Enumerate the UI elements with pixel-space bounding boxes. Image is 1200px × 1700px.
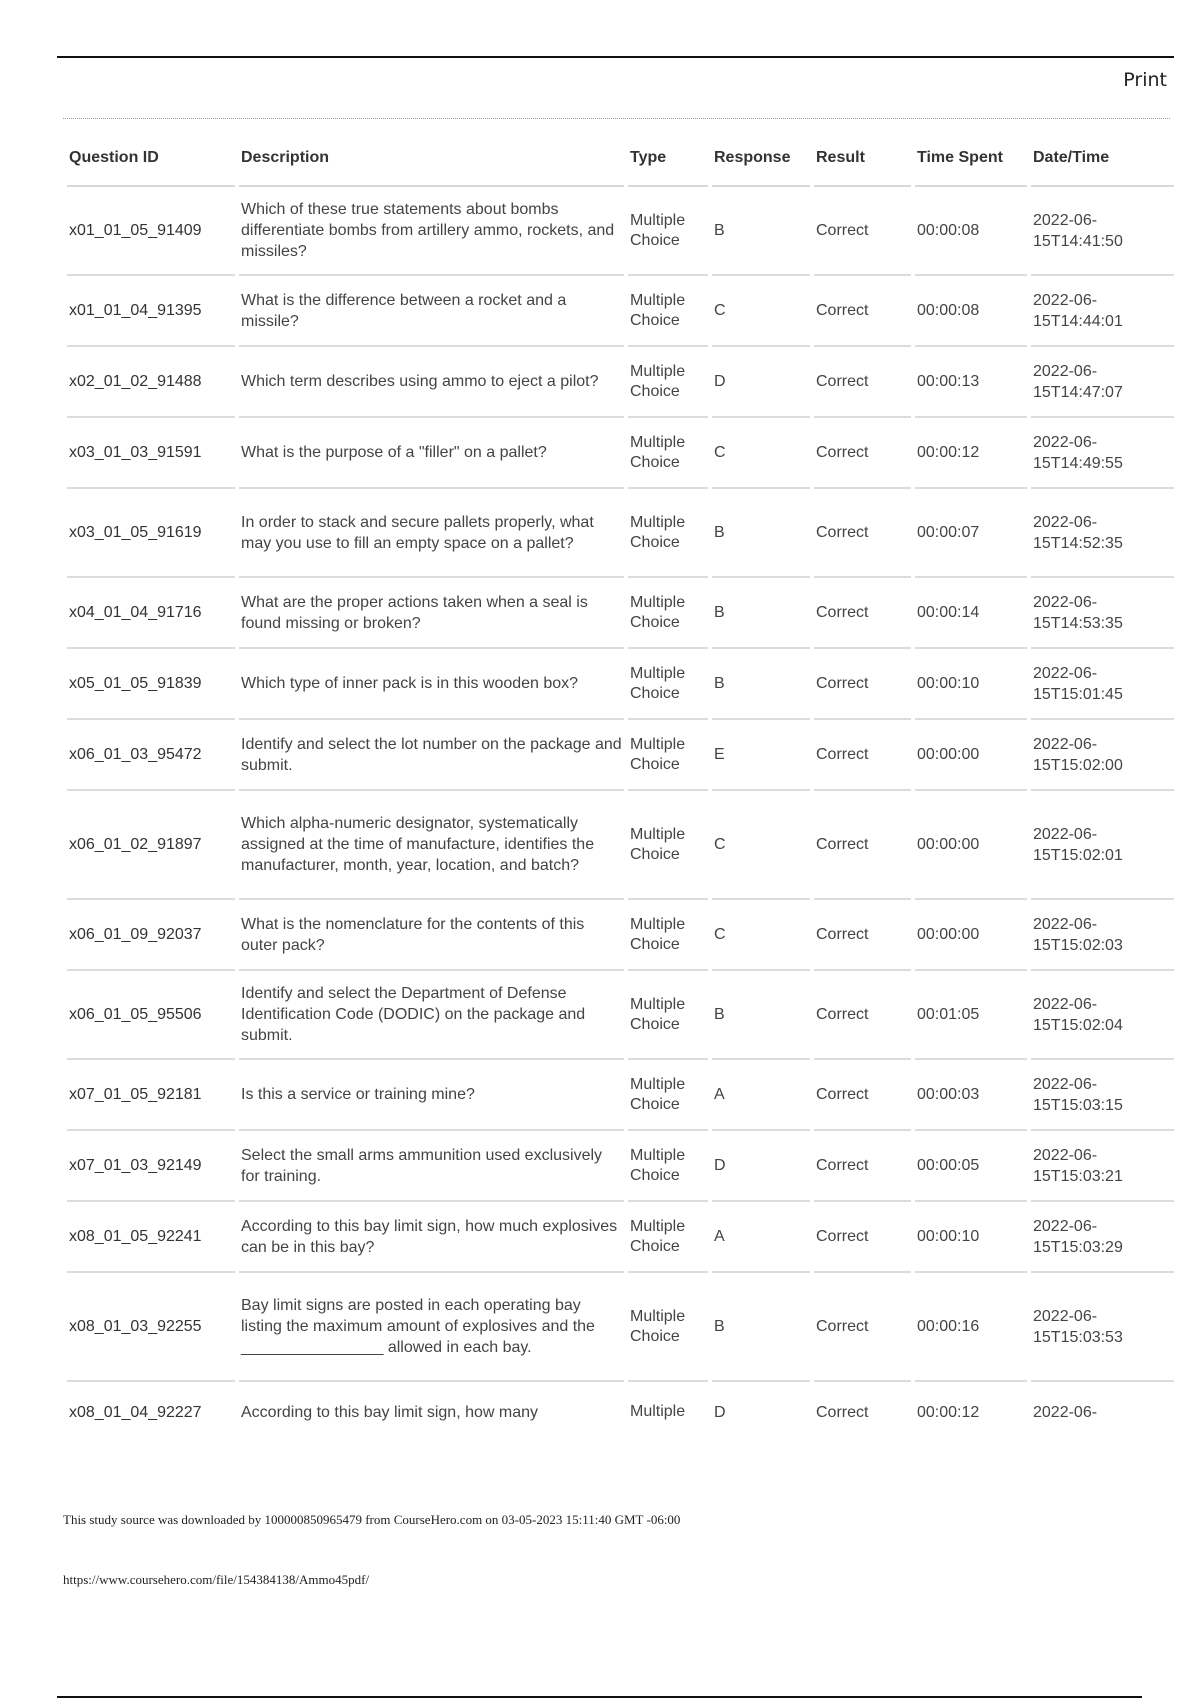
cell-datetime: 2022-06-15T15:01:45: [1031, 649, 1174, 720]
cell-type: Multiple Choice: [628, 1060, 708, 1131]
cell-response: B: [712, 489, 810, 578]
column-header-description: Description: [239, 130, 624, 187]
cell-response: B: [712, 1273, 810, 1382]
column-header-time-spent: Time Spent: [915, 130, 1027, 187]
cell-time-spent: 00:00:03: [915, 1060, 1027, 1131]
cell-datetime: 2022-06-15T15:03:53: [1031, 1273, 1174, 1382]
table-row: [67, 1060, 1174, 1131]
cell-description: Which alpha-numeric designator, systematically assigned at the time of manufacture, identifies the manufacturer, month, year, location, and batch?: [239, 791, 624, 900]
cell-description: In order to stack and secure pallets properly, what may you use to fill an empty space on a pallet?: [239, 489, 624, 578]
cell-result: Correct: [814, 276, 911, 347]
cell-result: Correct: [814, 900, 911, 971]
source-url: https://www.coursehero.com/file/154384138/Ammo45pdf/: [63, 1572, 370, 1587]
top-rule: [57, 56, 1174, 58]
cell-datetime: 2022-06-15T15:03:21: [1031, 1131, 1174, 1202]
cell-response: B: [712, 578, 810, 649]
cell-question-id: x01_01_04_91395: [67, 276, 235, 347]
cell-response: B: [712, 971, 810, 1060]
table-row: [67, 971, 1174, 1060]
cell-type: Multiple Choice: [628, 276, 708, 347]
table-header-row: [67, 130, 1174, 187]
cell-type: Multiple Choice: [628, 791, 708, 900]
cell-time-spent: 00:00:10: [915, 1202, 1027, 1273]
cell-description: Which type of inner pack is in this wooden box?: [239, 649, 624, 720]
cell-datetime: 2022-06-15T14:49:55: [1031, 418, 1174, 489]
cell-time-spent: 00:00:08: [915, 276, 1027, 347]
cell-description: What is the difference between a rocket and a missile?: [239, 276, 624, 347]
cell-time-spent: 00:00:05: [915, 1131, 1027, 1202]
download-watermark: This study source was downloaded by 100000850965479 from CourseHero.com on 03-05-2023 15:11:40 GMT -06:00: [63, 1512, 681, 1527]
cell-description: Select the small arms ammunition used exclusively for training.: [239, 1131, 624, 1202]
cell-type: Multiple Choice: [628, 418, 708, 489]
cell-time-spent: 00:00:12: [915, 418, 1027, 489]
cell-datetime: 2022-06-15T15:02:00: [1031, 720, 1174, 791]
cell-time-spent: 00:00:00: [915, 791, 1027, 900]
cell-question-id: x06_01_02_91897: [67, 791, 235, 900]
cell-result: Correct: [814, 1060, 911, 1131]
cell-question-id: x08_01_05_92241: [67, 1202, 235, 1273]
table-row-partial: [67, 1382, 1174, 1436]
cell-time-spent: 00:00:14: [915, 578, 1027, 649]
table-row: [67, 418, 1174, 489]
column-header-result: Result: [814, 130, 911, 187]
cell-type: Multiple Choice: [628, 1273, 708, 1382]
table-row: [67, 489, 1174, 578]
cell-response: A: [712, 1202, 810, 1273]
column-header-response: Response: [712, 130, 810, 187]
cell-description: According to this bay limit sign, how much explosives can be in this bay?: [239, 1202, 624, 1273]
cell-response: E: [712, 720, 810, 791]
cell-type: Multiple Choice: [628, 489, 708, 578]
table-row: [67, 276, 1174, 347]
cell-question-id: x06_01_09_92037: [67, 900, 235, 971]
cell-response: D: [712, 347, 810, 418]
cell-question-id: x06_01_03_95472: [67, 720, 235, 791]
cell-result: Correct: [814, 1131, 911, 1202]
cell-datetime: 2022-06-15T14:44:01: [1031, 276, 1174, 347]
cell-response: D: [712, 1131, 810, 1202]
cell-description: Which term describes using ammo to eject a pilot?: [239, 347, 624, 418]
cell-type: Multiple Choice: [628, 720, 708, 791]
table-row: [67, 347, 1174, 418]
cell-datetime: 2022-06-15T15:02:04: [1031, 971, 1174, 1060]
cell-question-id: x02_01_02_91488: [67, 347, 235, 418]
cell-response: C: [712, 418, 810, 489]
cell-time-spent: 00:00:16: [915, 1273, 1027, 1382]
cell-datetime: 2022-06-: [1033, 1404, 1098, 1421]
cell-question-id: x07_01_05_92181: [67, 1060, 235, 1131]
table-row: [67, 791, 1174, 900]
cell-type: Multiple Choice: [628, 1202, 708, 1273]
cell-result: Correct: [814, 187, 911, 276]
table-row: [67, 1273, 1174, 1382]
cell-question-id: x03_01_05_91619: [67, 489, 235, 578]
results-body: [67, 187, 1174, 1436]
cell-time-spent: 00:00:10: [915, 649, 1027, 720]
table-row: [67, 720, 1174, 791]
column-header-datetime: Date/Time: [1031, 130, 1174, 187]
cell-description: What is the nomenclature for the contents of this outer pack?: [239, 900, 624, 971]
cell-time-spent: 00:00:00: [915, 720, 1027, 791]
cell-description: Bay limit signs are posted in each operating bay listing the maximum amount of explosives and the ________________ allowed in each bay.: [239, 1273, 624, 1382]
cell-time-spent: 00:00:07: [915, 489, 1027, 578]
cell-description: What are the proper actions taken when a seal is found missing or broken?: [239, 578, 624, 649]
cell-datetime: 2022-06-15T14:53:35: [1031, 578, 1174, 649]
cell-datetime: 2022-06-15T14:52:35: [1031, 489, 1174, 578]
cell-time-spent: 00:01:05: [915, 971, 1027, 1060]
column-header-question-id: Question ID: [67, 130, 235, 187]
cell-response: A: [712, 1060, 810, 1131]
cell-question-id: x08_01_04_92227: [69, 1404, 202, 1421]
cell-type: Multiple Choice: [628, 578, 708, 649]
cell-datetime: 2022-06-15T15:02:03: [1031, 900, 1174, 971]
cell-type: Multiple Choice: [628, 900, 708, 971]
cell-datetime: 2022-06-15T15:02:01: [1031, 791, 1174, 900]
cell-type: Multiple Choice: [628, 187, 708, 276]
cell-description: Which of these true statements about bombs differentiate bombs from artillery ammo, rockets, and missiles?: [239, 187, 624, 276]
cell-result: Correct: [814, 489, 911, 578]
cell-result: Correct: [814, 791, 911, 900]
cell-description: Identify and select the Department of Defense Identification Code (DODIC) on the package and submit.: [239, 971, 624, 1060]
cell-type: Multiple Choice: [628, 971, 708, 1060]
cell-result: Correct: [814, 1273, 911, 1382]
cell-response: C: [712, 791, 810, 900]
cell-datetime: 2022-06-15T15:03:29: [1031, 1202, 1174, 1273]
cell-type: Multiple: [630, 1403, 686, 1420]
cell-result: Correct: [814, 649, 911, 720]
cell-response: D: [714, 1404, 726, 1421]
cell-type: Multiple Choice: [628, 649, 708, 720]
cell-time-spent: 00:00:00: [915, 900, 1027, 971]
cell-result: Correct: [814, 1202, 911, 1273]
cell-description: What is the purpose of a "filler" on a pallet?: [239, 418, 624, 489]
table-row: [67, 187, 1174, 276]
cell-question-id: x01_01_05_91409: [67, 187, 235, 276]
cell-result: Correct: [816, 1404, 869, 1421]
table-row: [67, 1202, 1174, 1273]
cell-type: Multiple Choice: [628, 1131, 708, 1202]
cell-question-id: x03_01_03_91591: [67, 418, 235, 489]
table-row: [67, 649, 1174, 720]
cell-result: Correct: [814, 578, 911, 649]
cell-response: B: [712, 187, 810, 276]
cell-result: Correct: [814, 971, 911, 1060]
cell-result: Correct: [814, 347, 911, 418]
cell-datetime: 2022-06-15T14:47:07: [1031, 347, 1174, 418]
print-link[interactable]: Print: [1123, 69, 1167, 91]
cell-response: C: [712, 276, 810, 347]
bottom-rule: [57, 1696, 1142, 1698]
cell-question-id: x07_01_03_92149: [67, 1131, 235, 1202]
dotted-divider: [63, 118, 1170, 119]
column-header-type: Type: [628, 130, 708, 187]
cell-time-spent: 00:00:12: [917, 1404, 980, 1421]
cell-description: Identify and select the lot number on the package and submit.: [239, 720, 624, 791]
cell-question-id: x08_01_03_92255: [67, 1273, 235, 1382]
table-row: [67, 900, 1174, 971]
cell-time-spent: 00:00:13: [915, 347, 1027, 418]
cell-type: Multiple Choice: [628, 347, 708, 418]
cell-question-id: x05_01_05_91839: [67, 649, 235, 720]
cell-response: B: [712, 649, 810, 720]
cell-response: C: [712, 900, 810, 971]
cell-description: According to this bay limit sign, how many: [241, 1404, 539, 1421]
table-row: [67, 578, 1174, 649]
cell-question-id: x04_01_04_91716: [67, 578, 235, 649]
cell-datetime: 2022-06-15T14:41:50: [1031, 187, 1174, 276]
cell-description: Is this a service or training mine?: [239, 1060, 624, 1131]
results-table: [63, 130, 1178, 1436]
cell-datetime: 2022-06-15T15:03:15: [1031, 1060, 1174, 1131]
table-row: [67, 1131, 1174, 1202]
cell-result: Correct: [814, 720, 911, 791]
cell-time-spent: 00:00:08: [915, 187, 1027, 276]
cell-result: Correct: [814, 418, 911, 489]
cell-question-id: x06_01_05_95506: [67, 971, 235, 1060]
